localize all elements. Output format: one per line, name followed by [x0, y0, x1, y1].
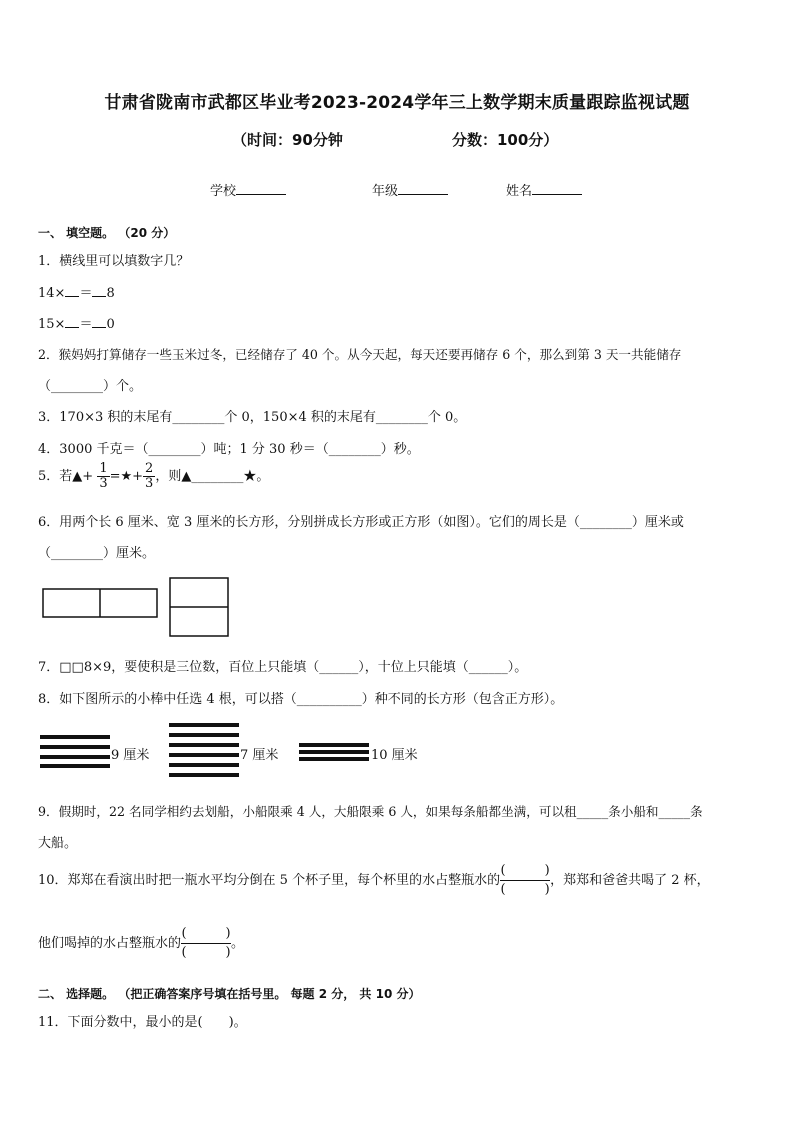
- q10-fraction-1[interactable]: [500, 862, 550, 899]
- q5-f2-num: 2: [145, 461, 154, 476]
- q1-l2-blank-2[interactable]: [92, 315, 106, 328]
- question-6: 6．用两个长 6 厘米、宽 3 厘米的长方形，分别拼成长方形或正方形（如图）。它们的周长是（________）厘米或: [38, 515, 684, 530]
- grade-label: 年级: [372, 184, 399, 199]
- name-field: [506, 180, 582, 199]
- q5-f1-num: 1: [99, 461, 108, 476]
- q8-sticks-7cm: [169, 722, 241, 780]
- q1-l1-a: 14×: [38, 286, 66, 301]
- question-10: [38, 862, 710, 899]
- question-2: 2．猴妈妈打算储存一些玉米过冬，已经储存了 40 个。从今天起，每天还要再储存 6 个，那么到第 3 天一共能储存: [38, 347, 682, 362]
- q10-f1-top: ( ): [500, 862, 550, 881]
- q1-l2-c: 0: [106, 317, 115, 332]
- q1-l2-blank-1[interactable]: [65, 315, 79, 328]
- question-1: 1．横线里可以填数字几？: [38, 254, 190, 269]
- q6-figure-rectangle: [42, 588, 158, 618]
- question-9-cont: 大船。: [38, 836, 78, 851]
- question-1-line-1: [38, 282, 115, 301]
- q1-l1-blank-2[interactable]: [92, 284, 106, 297]
- question-7: 7．□□8×9，要使积是三位数，百位上只能填（______），十位上只能填（______）。: [38, 660, 528, 675]
- q5-suffix: ，则▲________★。: [155, 469, 270, 484]
- q10-f1-bottom: ( ): [500, 882, 550, 897]
- q1-l1-blank-1[interactable]: [65, 284, 79, 297]
- q8-sticks-10cm: [299, 741, 371, 763]
- q1-l1-c: 8: [106, 286, 115, 301]
- question-8: 8．如下图所示的小棒中任选 4 根，可以搭（__________）种不同的长方形（包含正方形）。: [38, 692, 564, 707]
- q1-l2-a: 15×: [38, 317, 66, 332]
- q5-fraction-2: [143, 462, 155, 491]
- question-6-cont: （________）厘米。: [38, 546, 156, 561]
- exam-score: 分数：100分）: [452, 131, 559, 149]
- question-5: [38, 462, 269, 491]
- q10-text-a: 10．郑郑在看演出时把一瓶水平均分倒在 5 个杯子里，每个杯里的水占整瓶水的: [38, 873, 501, 888]
- name-blank[interactable]: [532, 182, 582, 195]
- q6-figure-square: [169, 577, 229, 637]
- question-3: 3．170×3 积的末尾有________个 0，150×4 积的末尾有________个 0。: [38, 410, 467, 425]
- q5-f2-den: 3: [145, 476, 154, 491]
- q10-text-b: ，郑郑和爸爸共喝了 2 杯，: [550, 873, 710, 888]
- q10-f2-bottom: ( ): [181, 945, 231, 960]
- q8-sticks-9cm: [40, 733, 112, 769]
- q5-fraction-1: [97, 462, 109, 491]
- q10-text-d: 。: [231, 936, 245, 951]
- page-title: 甘肃省陇南市武都区毕业考2023-2024学年三上数学期末质量跟踪监视试题: [104, 93, 690, 113]
- q5-prefix: 5．若▲+: [38, 469, 94, 484]
- q10-text-c: 他们喝掉的水占整瓶水的: [38, 936, 182, 951]
- q8-label-10cm: 10 厘米: [371, 748, 418, 763]
- school-label: 学校: [210, 184, 237, 199]
- name-label: 姓名: [506, 184, 533, 199]
- question-2-cont: （________）个。: [38, 379, 143, 394]
- question-10-cont: [38, 925, 244, 962]
- q5-mid: =★+: [109, 469, 144, 484]
- q1-l2-b: ＝: [79, 317, 93, 332]
- q1-l1-b: ＝: [79, 286, 93, 301]
- school-blank[interactable]: [236, 182, 286, 195]
- question-11: 11．下面分数中，最小的是( )。: [38, 1015, 247, 1030]
- q5-f1-den: 3: [99, 476, 108, 491]
- grade-blank[interactable]: [398, 182, 448, 195]
- q10-fraction-2[interactable]: [181, 925, 231, 962]
- q8-label-9cm: 9 厘米: [111, 748, 150, 763]
- q10-f2-top: ( ): [181, 925, 231, 944]
- exam-time: （时间：90分钟: [232, 131, 343, 149]
- question-9: 9．假期时，22 名同学相约去划船，小船限乘 4 人，大船限乘 6 人，如果每条船都坐满，可以租_____条小船和_____条: [38, 804, 703, 819]
- section-1-title: 一、 填空题。 （20 分）: [38, 226, 176, 240]
- section-2-title: 二、 选择题。 （把正确答案序号填在括号里。 每题 2 分， 共 10 分）: [38, 987, 421, 1001]
- school-field: [210, 180, 286, 199]
- q8-label-7cm: 7 厘米: [240, 748, 279, 763]
- grade-field: [372, 180, 448, 199]
- question-1-line-2: [38, 313, 115, 332]
- question-4: 4．3000 千克＝（________）吨；1 分 30 秒＝（________）秒。: [38, 442, 420, 457]
